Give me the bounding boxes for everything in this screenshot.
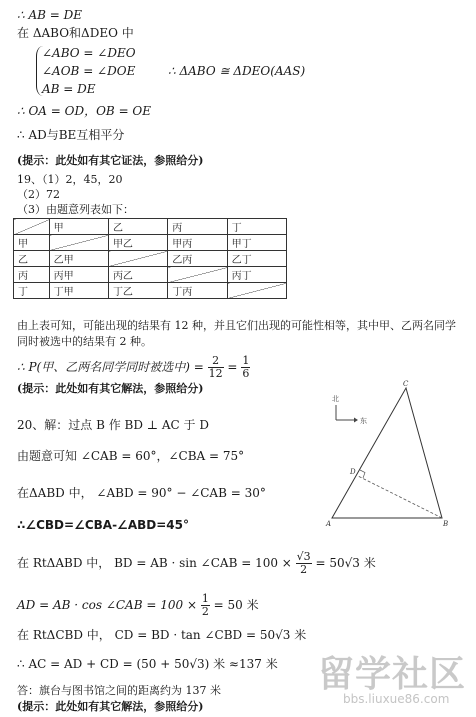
table-cell: 乙 [14, 251, 50, 267]
table-cell: 丁 [227, 219, 286, 235]
fraction-numerator: 1 [242, 354, 250, 367]
proof-line-4: ∴ AD与BE互相平分 [17, 128, 125, 142]
fraction-denominator: 12 [208, 367, 223, 380]
table-row [14, 235, 287, 251]
altitude-bd [358, 476, 442, 518]
q20-hint: (提示：此处如有其它解法，参照给分) [17, 700, 204, 713]
proof-line-3: ∴ OA = OD，OB = OE [17, 104, 152, 118]
q20-line-8: ∴ AC = AD + CD = (50 + 50√3) 米 ≈137 米 [17, 657, 278, 671]
table-cell: 乙丙 [168, 251, 227, 267]
table-diagonal-cell [108, 251, 167, 267]
table-corner-cell [14, 219, 50, 235]
table-cell: 丙乙 [108, 267, 167, 283]
q20-line-2: 由题意可知 ∠CAB = 60°，∠CBA = 75° [17, 449, 245, 463]
q20-line-5 [17, 548, 376, 578]
table-row [14, 251, 287, 267]
point-a-label: A [326, 520, 332, 528]
fraction-numerator: 1 [201, 592, 209, 605]
watermark-logo: 留学社区 [318, 654, 467, 695]
proof-hint: (提示：此处如有其它证法，参照给分) [17, 154, 204, 167]
fraction-1-2 [201, 593, 210, 618]
q19-part3: （3）由题意列表如下： [17, 203, 134, 216]
probability-label: ∴ P(甲、乙两名同学同时被选中) = [17, 360, 204, 374]
table-diagonal-cell [227, 283, 286, 299]
q20-line-4: ∴∠CBD=∠CBA-∠ABD=45° [17, 518, 189, 532]
condition-2: ∠AOB = ∠DOE [42, 64, 136, 78]
triangle-abc [332, 388, 442, 518]
q19-text-1: 由上表可知，可能出现的结果有 12 种，并且它们出现的可能性相等，其中甲、乙两名同学 [17, 319, 456, 332]
fraction-1-6 [241, 355, 250, 380]
table-row [14, 267, 287, 283]
north-label: 北 [332, 395, 339, 403]
q19-part2: （2）72 [17, 188, 60, 201]
fraction-numerator: 2 [208, 355, 224, 368]
table-row [14, 219, 287, 235]
table-cell: 乙 [108, 219, 167, 235]
table-cell: 甲丙 [168, 235, 227, 251]
proof-line-2: 在 ΔABO和ΔDEO 中 [17, 26, 134, 40]
table-cell: 乙甲 [49, 251, 108, 267]
q19-hint: (提示：此处如有其它解法，参照给分) [17, 382, 204, 395]
table-cell: 甲 [49, 219, 108, 235]
condition-1: ∠ABO = ∠DEO [42, 46, 136, 60]
ad-equation: AD = AB · cos ∠CAB = 100 × [17, 598, 197, 612]
fraction-denominator: 6 [242, 367, 250, 380]
q19-text-2: 同时被选中的结果有 2 种。 [17, 335, 152, 348]
fraction-numerator: √3 [296, 550, 311, 563]
table-diagonal-cell [49, 235, 108, 251]
table-cell: 丙甲 [49, 267, 108, 283]
table-cell: 丁丙 [168, 283, 227, 299]
q20-line-3: 在ΔABD 中， ∠ABD = 90° − ∠CAB = 30° [17, 486, 266, 500]
outcome-table [13, 218, 287, 299]
table-cell: 乙丁 [227, 251, 286, 267]
table-diagonal-cell [168, 267, 227, 283]
q20-line-6 [17, 590, 259, 620]
equals-sign: = [227, 360, 238, 374]
table-cell: 丙 [14, 267, 50, 283]
probability-line [17, 352, 250, 382]
table-cell: 甲 [14, 235, 50, 251]
bd-result: = 50√3 米 [315, 556, 376, 570]
table-cell: 丙丁 [227, 267, 286, 283]
watermark-url: bbs.liuxue86.com [343, 692, 450, 706]
q20-line-1: 20、解：过点 B 作 BD ⊥ AC 于 D [17, 418, 209, 432]
right-angle-mark [360, 470, 365, 478]
compass-indicator [332, 394, 367, 425]
table-cell: 甲丁 [227, 235, 286, 251]
fraction-sqrt3-2 [296, 551, 312, 576]
triangle-figure [310, 380, 470, 530]
table-cell: 丁乙 [108, 283, 167, 299]
q20-line-7: 在 RtΔCBD 中， CD = BD · tan ∠CBD = 50√3 米 [17, 628, 307, 642]
table-cell: 丁甲 [49, 283, 108, 299]
table-row [14, 283, 287, 299]
table-cell: 甲乙 [108, 235, 167, 251]
fraction-denominator: 2 [201, 605, 209, 618]
condition-3: AB = DE [42, 82, 96, 96]
ad-result: = 50 米 [213, 598, 259, 612]
q19-part1: 19、（1）2，45，20 [17, 173, 123, 186]
q20-answer: 答：旗台与图书馆之间的距离约为 137 米 [17, 684, 221, 697]
fraction-denominator: 2 [300, 563, 308, 576]
east-label: 东 [360, 417, 367, 425]
congruence-conclusion: ∴ ΔABO ≅ ΔDEO(AAS) [168, 64, 306, 78]
point-c-label: C [403, 380, 409, 388]
fraction-2-12 [208, 355, 224, 380]
bd-equation: 在 RtΔABD 中， BD = AB · sin ∠CAB = 100 × [17, 556, 292, 570]
point-b-label: B [443, 520, 449, 528]
proof-line-1: ∴ AB = DE [17, 8, 82, 22]
point-d-label: D [350, 468, 356, 476]
table-cell: 丁 [14, 283, 50, 299]
table-cell: 丙 [168, 219, 227, 235]
